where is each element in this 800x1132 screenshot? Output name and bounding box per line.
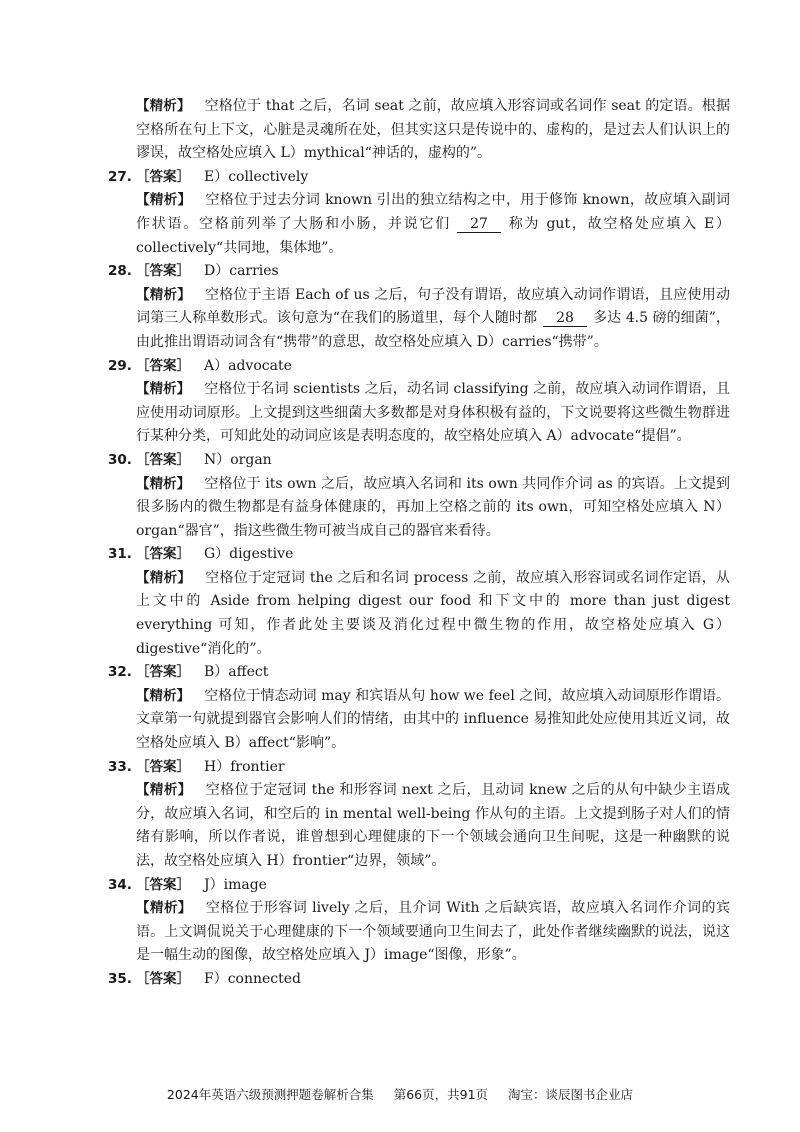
answer-label: ［答案］: [136, 758, 190, 775]
question-number: 30.: [108, 451, 132, 468]
analysis-paragraph: [108, 897, 730, 968]
blank-number: 27: [457, 216, 501, 233]
answer-item-35: [108, 968, 730, 992]
answer-label: ［答案］: [136, 168, 190, 185]
answer-label: ［答案］: [136, 664, 190, 681]
answer-line: [108, 543, 730, 567]
answer-item-28: [108, 260, 730, 354]
page-footer: [0, 1085, 800, 1103]
analysis-paragraph: [108, 685, 730, 756]
analysis-paragraph: [108, 95, 730, 166]
analysis-paragraph: [108, 284, 730, 355]
answer-value: A）advocate: [204, 357, 292, 374]
answer-value: N）organ: [204, 451, 272, 468]
answer-label: ［答案］: [136, 970, 190, 987]
answer-explanations: [108, 95, 730, 992]
question-number: 32.: [108, 664, 132, 681]
answer-label: ［答案］: [136, 546, 190, 563]
analysis-paragraph: [108, 779, 730, 873]
answer-line: [108, 661, 730, 685]
answer-label: ［答案］: [136, 357, 190, 374]
answer-label: ［答案］: [136, 451, 190, 468]
analysis-label: 【精析】: [136, 900, 192, 917]
answer-value: B）affect: [204, 664, 269, 681]
shop-name: 淘宝：谈辰图书企业店: [508, 1087, 634, 1102]
answer-line: [108, 355, 730, 379]
answer-item-34: [108, 874, 730, 968]
answer-item-27: [108, 166, 730, 260]
analysis-text: 称为 gut，故空格处应填入 E）collectively“共同地，集体地”。: [136, 215, 730, 256]
blank-number: 28: [543, 310, 587, 327]
page-number: 第66页，共91页: [393, 1087, 489, 1102]
analysis-label: 【精析】: [136, 192, 192, 209]
answer-value: E）collectively: [204, 168, 309, 185]
analysis-text: 空格位于 its own 之后，故应填入名词和 its own 共同作介词 as 的宾语。上文提到很多肠内的微生物都是有益身体健康的，再加上空格之前的 its own，可知空格处应填入 N）organ“器官”，指这些微生物可被当成自己的器官来看待。: [136, 475, 731, 539]
answer-value: H）frontier: [204, 758, 285, 775]
question-number: 34.: [108, 876, 132, 893]
question-number: 35.: [108, 970, 132, 987]
analysis-label: 【精析】: [136, 98, 191, 114]
answer-line: [108, 449, 730, 473]
analysis-paragraph: [108, 378, 730, 449]
answer-value: G）digestive: [204, 546, 294, 563]
question-number: 29.: [108, 357, 132, 374]
answer-line: [108, 260, 730, 284]
analysis-paragraph: [108, 189, 730, 260]
analysis-label: 【精析】: [136, 687, 191, 704]
analysis-text: 空格位于过去分词 known 引出的独立结构之中，用于修饰 known，故应填入副词作状语。空格前列举了大肠和小肠，并说它们: [136, 192, 730, 232]
book-title: 2024年英语六级预测押题卷解析合集: [166, 1087, 374, 1102]
analysis-text: 空格位于定冠词 the 和形容词 next 之后，且动词 knew 之后的从句中缺少主语成分，故应填入名词，和空后的 in mental well-being 作从句的主语。上文提到肠子对人们的情绪有影响，所以作者说，谁曾想到心理健康的下一个领域会通向卫生间呢，这是一种幽默的说法，故空格处应填入 H）frontier“边界，领域”。: [136, 782, 730, 869]
analysis-text: 空格位于定冠词 the 之后和名词 process 之前，故应填入形容词或名词作定语，从上文中的 Aside from helping digest our food 和下文中的 more than just digest everything 可知，作者此处主要谈及消化过程中微生物的作用，故空格处应填入 G）digestive“消化的”。: [136, 569, 730, 657]
answer-item-33: [108, 756, 730, 874]
analysis-label: 【精析】: [136, 475, 191, 492]
answer-item-32: [108, 661, 730, 755]
analysis-label: 【精析】: [136, 569, 192, 586]
answer-item-31: [108, 543, 730, 661]
question-number: 31.: [108, 546, 132, 563]
answer-label: ［答案］: [136, 263, 190, 280]
answer-item-29: [108, 355, 730, 449]
analysis-text: 空格位于 that 之后，名词 seat 之前，故应填入形容词或名词作 seat 的定语。根据空格所在句上下文，心脏是灵魂所在处，但其实这只是传说中的、虚构的，是过去人们认识上的谬误，故空格处应填入 L）mythical“神话的，虚构的”。: [136, 98, 731, 162]
analysis-text: 空格位于主语 Each of us 之后，句子没有谓语，故应填入动词作谓语，且应使用动词第三人称单数形式。该句意为“在我们的肠道里，每个人随时都: [136, 286, 730, 327]
answer-line: [108, 968, 730, 992]
analysis-paragraph: [108, 473, 730, 544]
answer-value: J）image: [204, 876, 267, 893]
answer-line: [108, 874, 730, 898]
analysis-text: 空格位于名词 scientists 之后，动名词 classifying 之前，故应填入动词作谓语，且应使用动词原形。上文提到这些细菌大多数都是对身体积极有益的，下文说要将这些微生物群进行某种分类，可知此处的动词应该是表明态度的，故空格处应填入 A）advocate“提倡”。: [136, 381, 731, 445]
answer-line: [108, 756, 730, 780]
analysis-text: 空格位于形容词 lively 之后，且介词 With 之后缺宾语，故应填入名词作介词的宾语。上文调侃说关于心理健康的下一个领域要通向卫生间去了，此处作者继续幽默的说法，说这是一幅生动的图像，故空格处应填入 J）image“图像，形象”。: [136, 900, 730, 964]
analysis-text: 空格位于情态动词 may 和宾语从句 how we feel 之间，故应填入动词原形作谓语。文章第一句就提到器官会影响人们的情绪，由其中的 influence 易推知此处应使用其近义词，故空格处应填入 B）affect“影响”。: [136, 687, 730, 752]
answer-line: [108, 166, 730, 190]
question-number: 33.: [108, 758, 132, 775]
analysis-paragraph: [108, 567, 730, 661]
answer-item-30: [108, 449, 730, 543]
analysis-label: 【精析】: [136, 782, 192, 799]
question-number: 28.: [108, 263, 132, 280]
analysis-label: 【精析】: [136, 381, 191, 398]
analysis-label: 【精析】: [136, 286, 191, 303]
answer-value: D）carries: [204, 263, 279, 280]
answer-value: F）connected: [204, 970, 302, 987]
answer-label: ［答案］: [136, 876, 190, 893]
analysis-text: 多达 4.5 磅的细菌”，由此推出谓语动词含有“携带”的意思，故空格处应填入 D）carries“携带”。: [136, 310, 730, 350]
question-number: 27.: [108, 168, 132, 185]
